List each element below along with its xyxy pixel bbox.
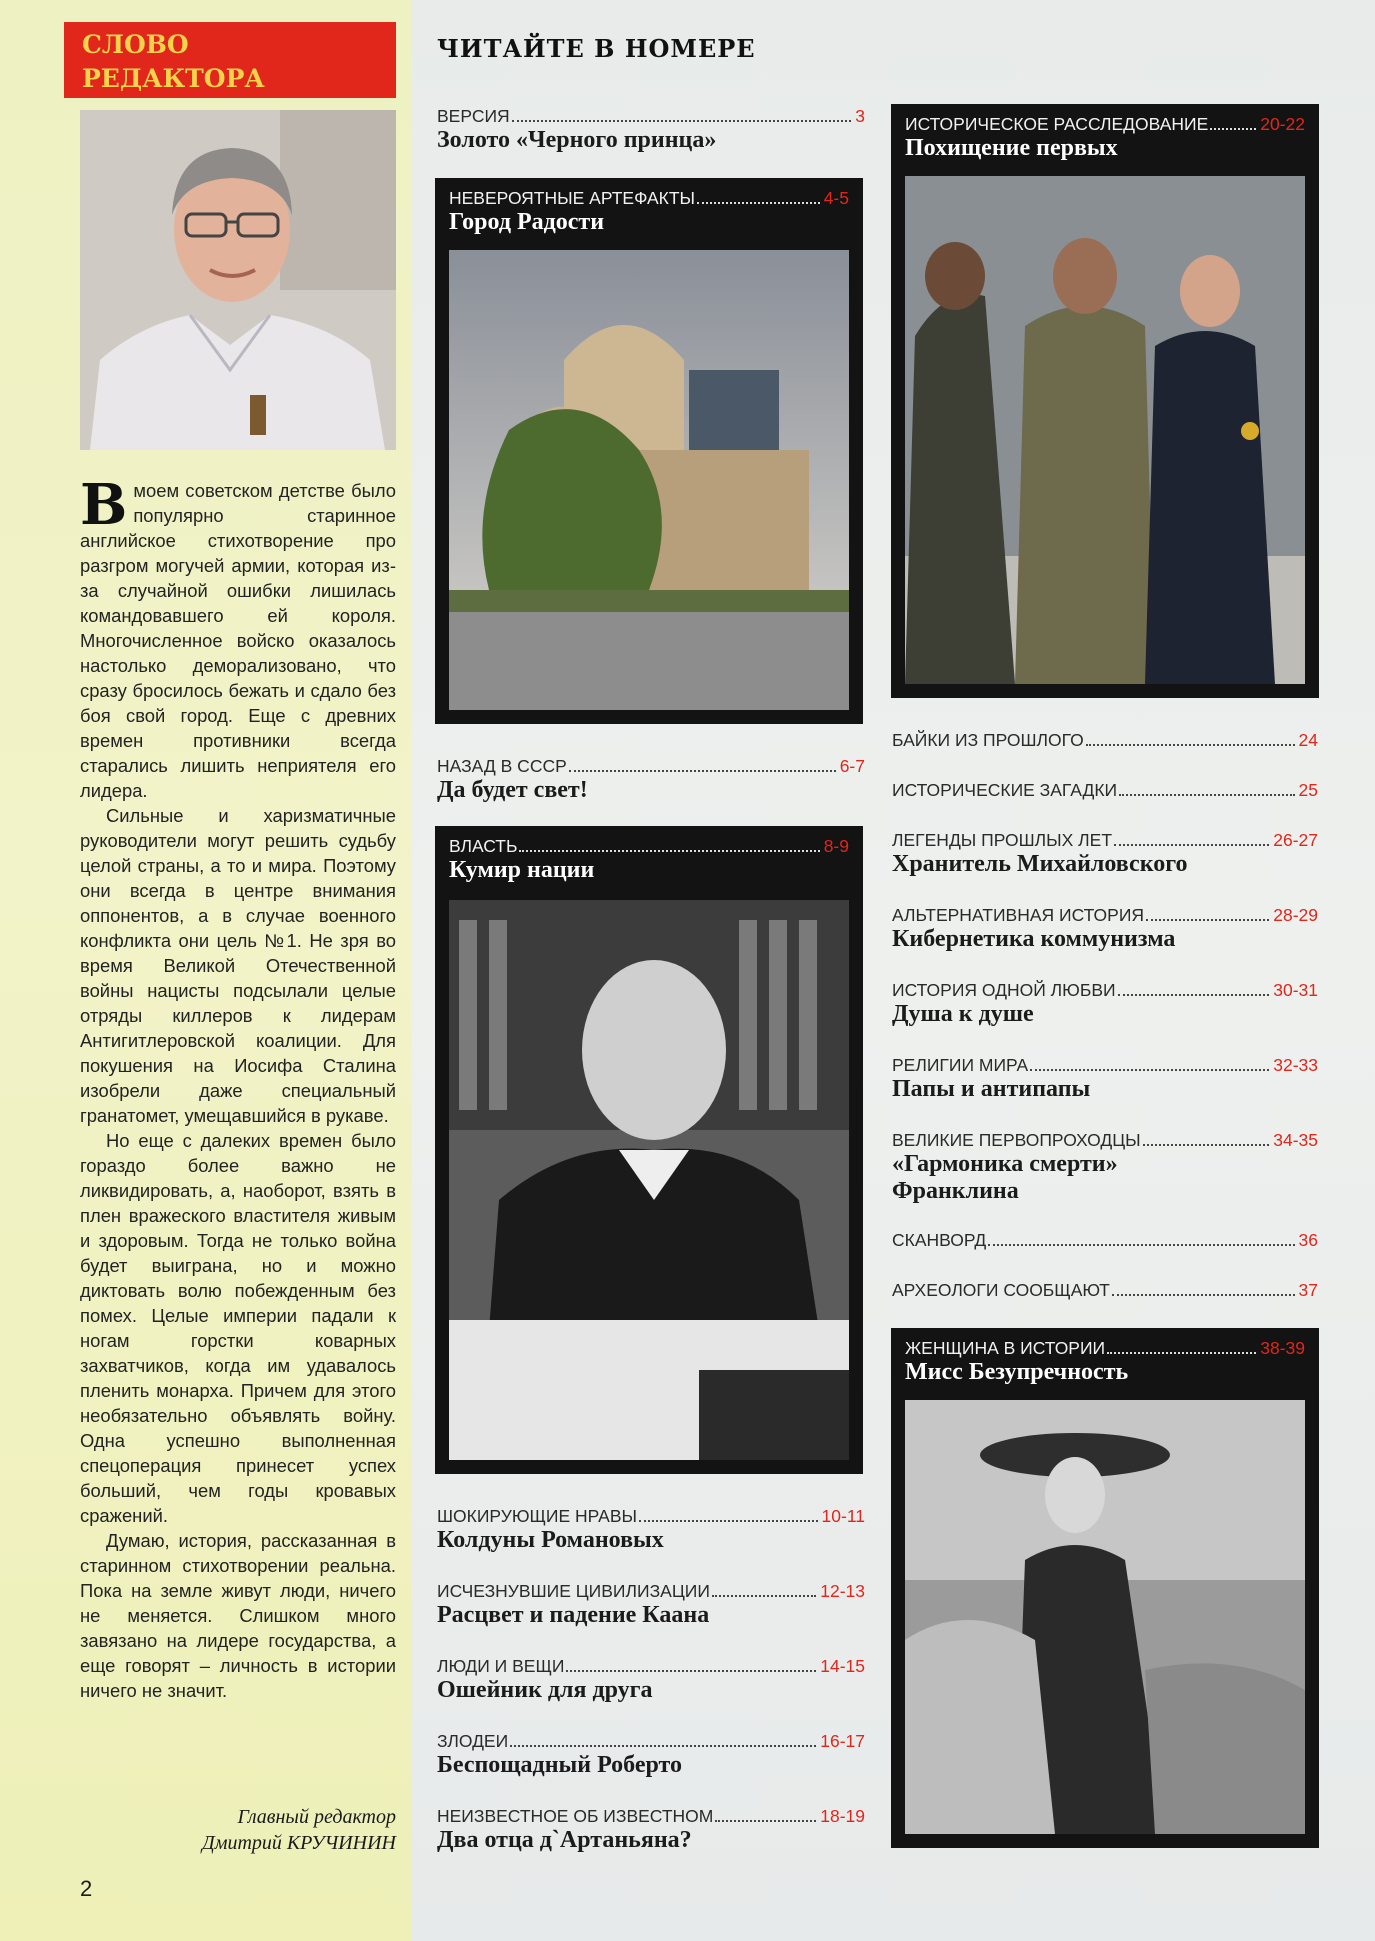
toc-heading: Да будет свет! <box>437 777 588 803</box>
toc-rubric: ИСТОРИЯ ОДНОЙ ЛЮБВИ <box>892 980 1116 1000</box>
toc-rubric: ВЕРСИЯ <box>437 106 510 126</box>
toc-heading: Город Радости <box>449 209 605 235</box>
toc-heading: Мисс Безупречность <box>905 1359 1129 1385</box>
toc-entry[interactable] <box>437 1731 865 1779</box>
toc-rubric: ВЛАСТЬ <box>449 836 518 856</box>
toc-rubric: ЖЕНЩИНА В ИСТОРИИ <box>905 1338 1106 1358</box>
toc-entry[interactable] <box>437 106 865 154</box>
editor-signature <box>80 1804 396 1856</box>
editor-portrait-illustration <box>80 110 396 450</box>
drop-cap: В <box>80 472 128 538</box>
card-photo-arrest <box>905 176 1305 684</box>
toc-pages: 18-19 <box>820 1806 865 1826</box>
toc-entry[interactable] <box>892 980 1318 1028</box>
toc-rubric: ИСТОРИЧЕСКОЕ РАССЛЕДОВАНИЕ <box>905 114 1209 134</box>
toc-rubric: АРХЕОЛОГИ СООБЩАЮТ <box>892 1280 1110 1300</box>
toc-card-woman[interactable] <box>891 1328 1319 1848</box>
toc-entry[interactable] <box>892 1055 1318 1103</box>
toc-pages: 6-7 <box>839 756 865 776</box>
toc-pages: 4-5 <box>823 188 849 208</box>
editor-article <box>80 472 396 1703</box>
toc-pages: 38-39 <box>1260 1338 1305 1358</box>
toc-card-artifacts[interactable] <box>435 178 863 724</box>
toc-heading: Ошейник для друга <box>437 1677 653 1703</box>
toc-entry[interactable] <box>892 1280 1318 1301</box>
toc-entry[interactable] <box>892 1230 1318 1251</box>
signature-role: Главный редактор <box>237 1806 396 1828</box>
toc-pages: 16-17 <box>820 1731 865 1751</box>
toc-entry[interactable] <box>892 1130 1318 1205</box>
toc-entry[interactable] <box>892 830 1318 878</box>
toc-heading: Душа к душе <box>892 1001 1034 1027</box>
toc-rubric: ИСТОРИЧЕСКИЕ ЗАГАДКИ <box>892 780 1118 800</box>
card-photo-lady <box>905 1400 1305 1834</box>
toc-pages: 30-31 <box>1273 980 1318 1000</box>
toc-pages: 32-33 <box>1273 1055 1318 1075</box>
toc-entry[interactable] <box>437 1506 865 1554</box>
toc-rubric: НАЗАД В СССР <box>437 756 567 776</box>
toc-pages: 20-22 <box>1260 114 1305 134</box>
toc-heading: Золото «Черного принца» <box>437 127 717 153</box>
toc-pages: 3 <box>855 106 865 126</box>
toc-rubric: ВЕЛИКИЕ ПЕРВОПРОХОДЦЫ <box>892 1130 1141 1150</box>
toc-rubric: ЗЛОДЕИ <box>437 1731 509 1751</box>
toc-heading: Расцвет и падение Каана <box>437 1602 710 1628</box>
toc-pages: 26-27 <box>1273 830 1318 850</box>
toc-rubric: ИСЧЕЗНУВШИЕ ЦИВИЛИЗАЦИИ <box>437 1581 710 1601</box>
toc-heading: Папы и антипапы <box>892 1076 1091 1102</box>
editor-banner <box>64 22 396 98</box>
toc-rubric: РЕЛИГИИ МИРА <box>892 1055 1029 1075</box>
toc-rubric: АЛЬТЕРНАТИВНАЯ ИСТОРИЯ <box>892 905 1145 925</box>
toc-heading: Кибернетика коммунизма <box>892 926 1176 952</box>
toc-rubric: НЕИЗВЕСТНОЕ ОБ ИЗВЕСТНОМ <box>437 1806 714 1826</box>
toc-pages: 36 <box>1298 1230 1318 1250</box>
toc-heading: Два отца д`Артаньяна? <box>437 1827 692 1853</box>
toc-pages: 8-9 <box>823 836 849 856</box>
card-photo-building <box>449 250 849 710</box>
editor-banner-line1: СЛОВО <box>82 30 189 59</box>
toc-pages: 12-13 <box>820 1581 865 1601</box>
toc-heading: «Гармоника смерти» Франклина <box>892 1151 1118 1204</box>
editor-banner-line2: РЕДАКТОРА <box>82 64 265 93</box>
toc-entry[interactable] <box>892 730 1318 751</box>
toc-pages: 10-11 <box>821 1506 865 1526</box>
toc-pages: 37 <box>1298 1280 1318 1300</box>
toc-card-investigation[interactable] <box>891 104 1319 698</box>
toc-heading: Колдуны Романовых <box>437 1527 664 1553</box>
toc-rubric: НЕВЕРОЯТНЫЕ АРТЕФАКТЫ <box>449 188 696 208</box>
toc-heading: Беспощадный Роберто <box>437 1752 682 1778</box>
toc-entry[interactable] <box>437 1581 865 1629</box>
toc-rubric: ЛЮДИ И ВЕЩИ <box>437 1656 565 1676</box>
toc-rubric: ШОКИРУЮЩИЕ НРАВЫ <box>437 1506 638 1526</box>
toc-title: ЧИТАЙТЕ В НОМЕРЕ <box>437 34 756 63</box>
toc-pages: 25 <box>1298 780 1318 800</box>
toc-heading: Хранитель Михайловского <box>892 851 1188 877</box>
toc-heading: Кумир нации <box>449 857 595 883</box>
article-paragraph-4: Думаю, история, рассказанная в старинном стихотворении реальна. Пока на земле живут люди, ничего не меняется. Слишком много завязано на лидере государства, а еще говорят – личность в истории ничего не значит. <box>80 1530 396 1701</box>
toc-rubric: БАЙКИ ИЗ ПРОШЛОГО <box>892 730 1084 750</box>
toc-rubric: ЛЕГЕНДЫ ПРОШЛЫХ ЛЕТ <box>892 830 1113 850</box>
toc-entry[interactable] <box>892 780 1318 801</box>
editor-portrait-photo <box>80 110 396 450</box>
article-paragraph-2: Сильные и харизматичные руководители могут решить судьбу целой страны, а то и мира. Поэтому они всегда в центре внимания оппонентов, а в случае военного конфликта они цель №1. Не зря во время Великой Отечественной войны нацисты подсылали целые отряды киллеров к лидерам Антигитлеровской коалиции. Для покушения на Иосифа Сталина изобрели даже специальный гранатомет, умещавшийся в рукаве. <box>80 805 396 1126</box>
toc-card-power[interactable] <box>435 826 863 1474</box>
toc-pages: 34-35 <box>1273 1130 1318 1150</box>
toc-pages: 14-15 <box>820 1656 865 1676</box>
toc-entry[interactable] <box>437 1806 865 1854</box>
card-photo-portrait <box>449 900 849 1460</box>
signature-name: Дмитрий КРУЧИНИН <box>201 1832 396 1854</box>
toc-entry[interactable] <box>437 756 865 804</box>
page-number: 2 <box>80 1876 93 1901</box>
toc-pages: 24 <box>1298 730 1318 750</box>
toc-heading: Похищение первых <box>905 135 1118 161</box>
toc-entry[interactable] <box>437 1656 865 1704</box>
toc-entry[interactable] <box>892 905 1318 953</box>
toc-pages: 28-29 <box>1273 905 1318 925</box>
article-paragraph-1: Вмоем советском детстве было популярно старинное английское стихотворение про разгром могучей армии, которая из-за случайной ошибки лишилась командовавшего ей короля. Многочисленное войско оказалось настолько деморализовано, что сразу бросилось бежать и сдало без боя свой город. Еще с древних времен противники всегда старались лишить неприятеля его лидера. <box>80 472 396 801</box>
toc-rubric: СКАНВОРД <box>892 1230 987 1250</box>
article-paragraph-3: Но еще с далеких времен было гораздо более важно не ликвидировать, а, наоборот, взять в плен вражеского властителя живым и здоровым. Тогда не только война будет выиграна, но и можно диктовать волю побежденным без помех. Целые империи падали к ногам горстки коварных захватчиков, когда им удавалось пленить монарха. Причем для этого необязательно объявлять войну. Одна успешно выполненная спецоперация принесет успех больший, чем годы кровавых сражений. <box>80 1130 396 1526</box>
